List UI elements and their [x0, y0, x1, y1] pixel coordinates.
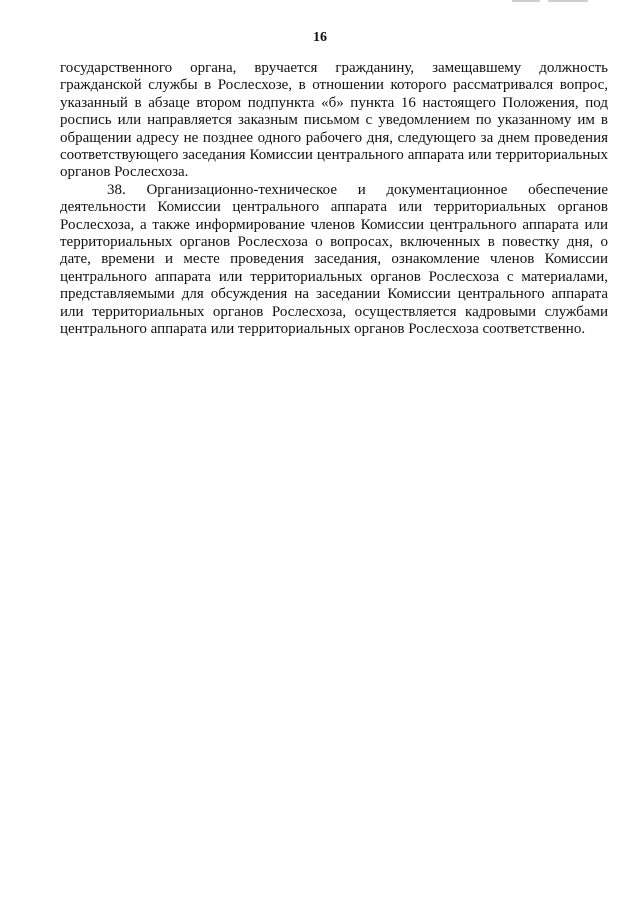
paragraph-item-38: 38. Организационно-техническое и документационное обеспечение деятельности Комиссии центрального аппарата или территориальных органов Рослесхоза, а также информирование членов Комиссии центрального аппарата или территориальных органов Рослесхоза о вопросах, включенных в повестку дня, о дате, времени и месте проведения заседания, ознакомление членов Комиссии центрального аппарата или территориальных органов Рослесхоза с материалами, представляемыми для обсуждения на заседании Комиссии центрального аппарата или территориальных органов Рослесхоза, осуществляется кадровыми службами центрального аппарата или территориальных органов Рослесхоза соответственно.: [60, 181, 608, 338]
scan-artifact: [512, 0, 540, 2]
page-number: 16: [313, 30, 327, 45]
document-body: [60, 60, 608, 339]
paragraph-continuation: государственного органа, вручается гражданину, замещавшему должность гражданской службы в Рослесхозе, в отношении которого рассматривался вопрос, указанный в абзаце втором подпункта «б» пункта 16 настоящего Положения, под роспись или направляется заказным письмом с уведомлением по указанному им в обращении адресу не позднее одного рабочего дня, следующего за днем проведения соответствующего заседания Комиссии центрального аппарата или территориальных органов Рослесхоза.: [60, 60, 608, 181]
scan-artifact: [548, 0, 588, 2]
